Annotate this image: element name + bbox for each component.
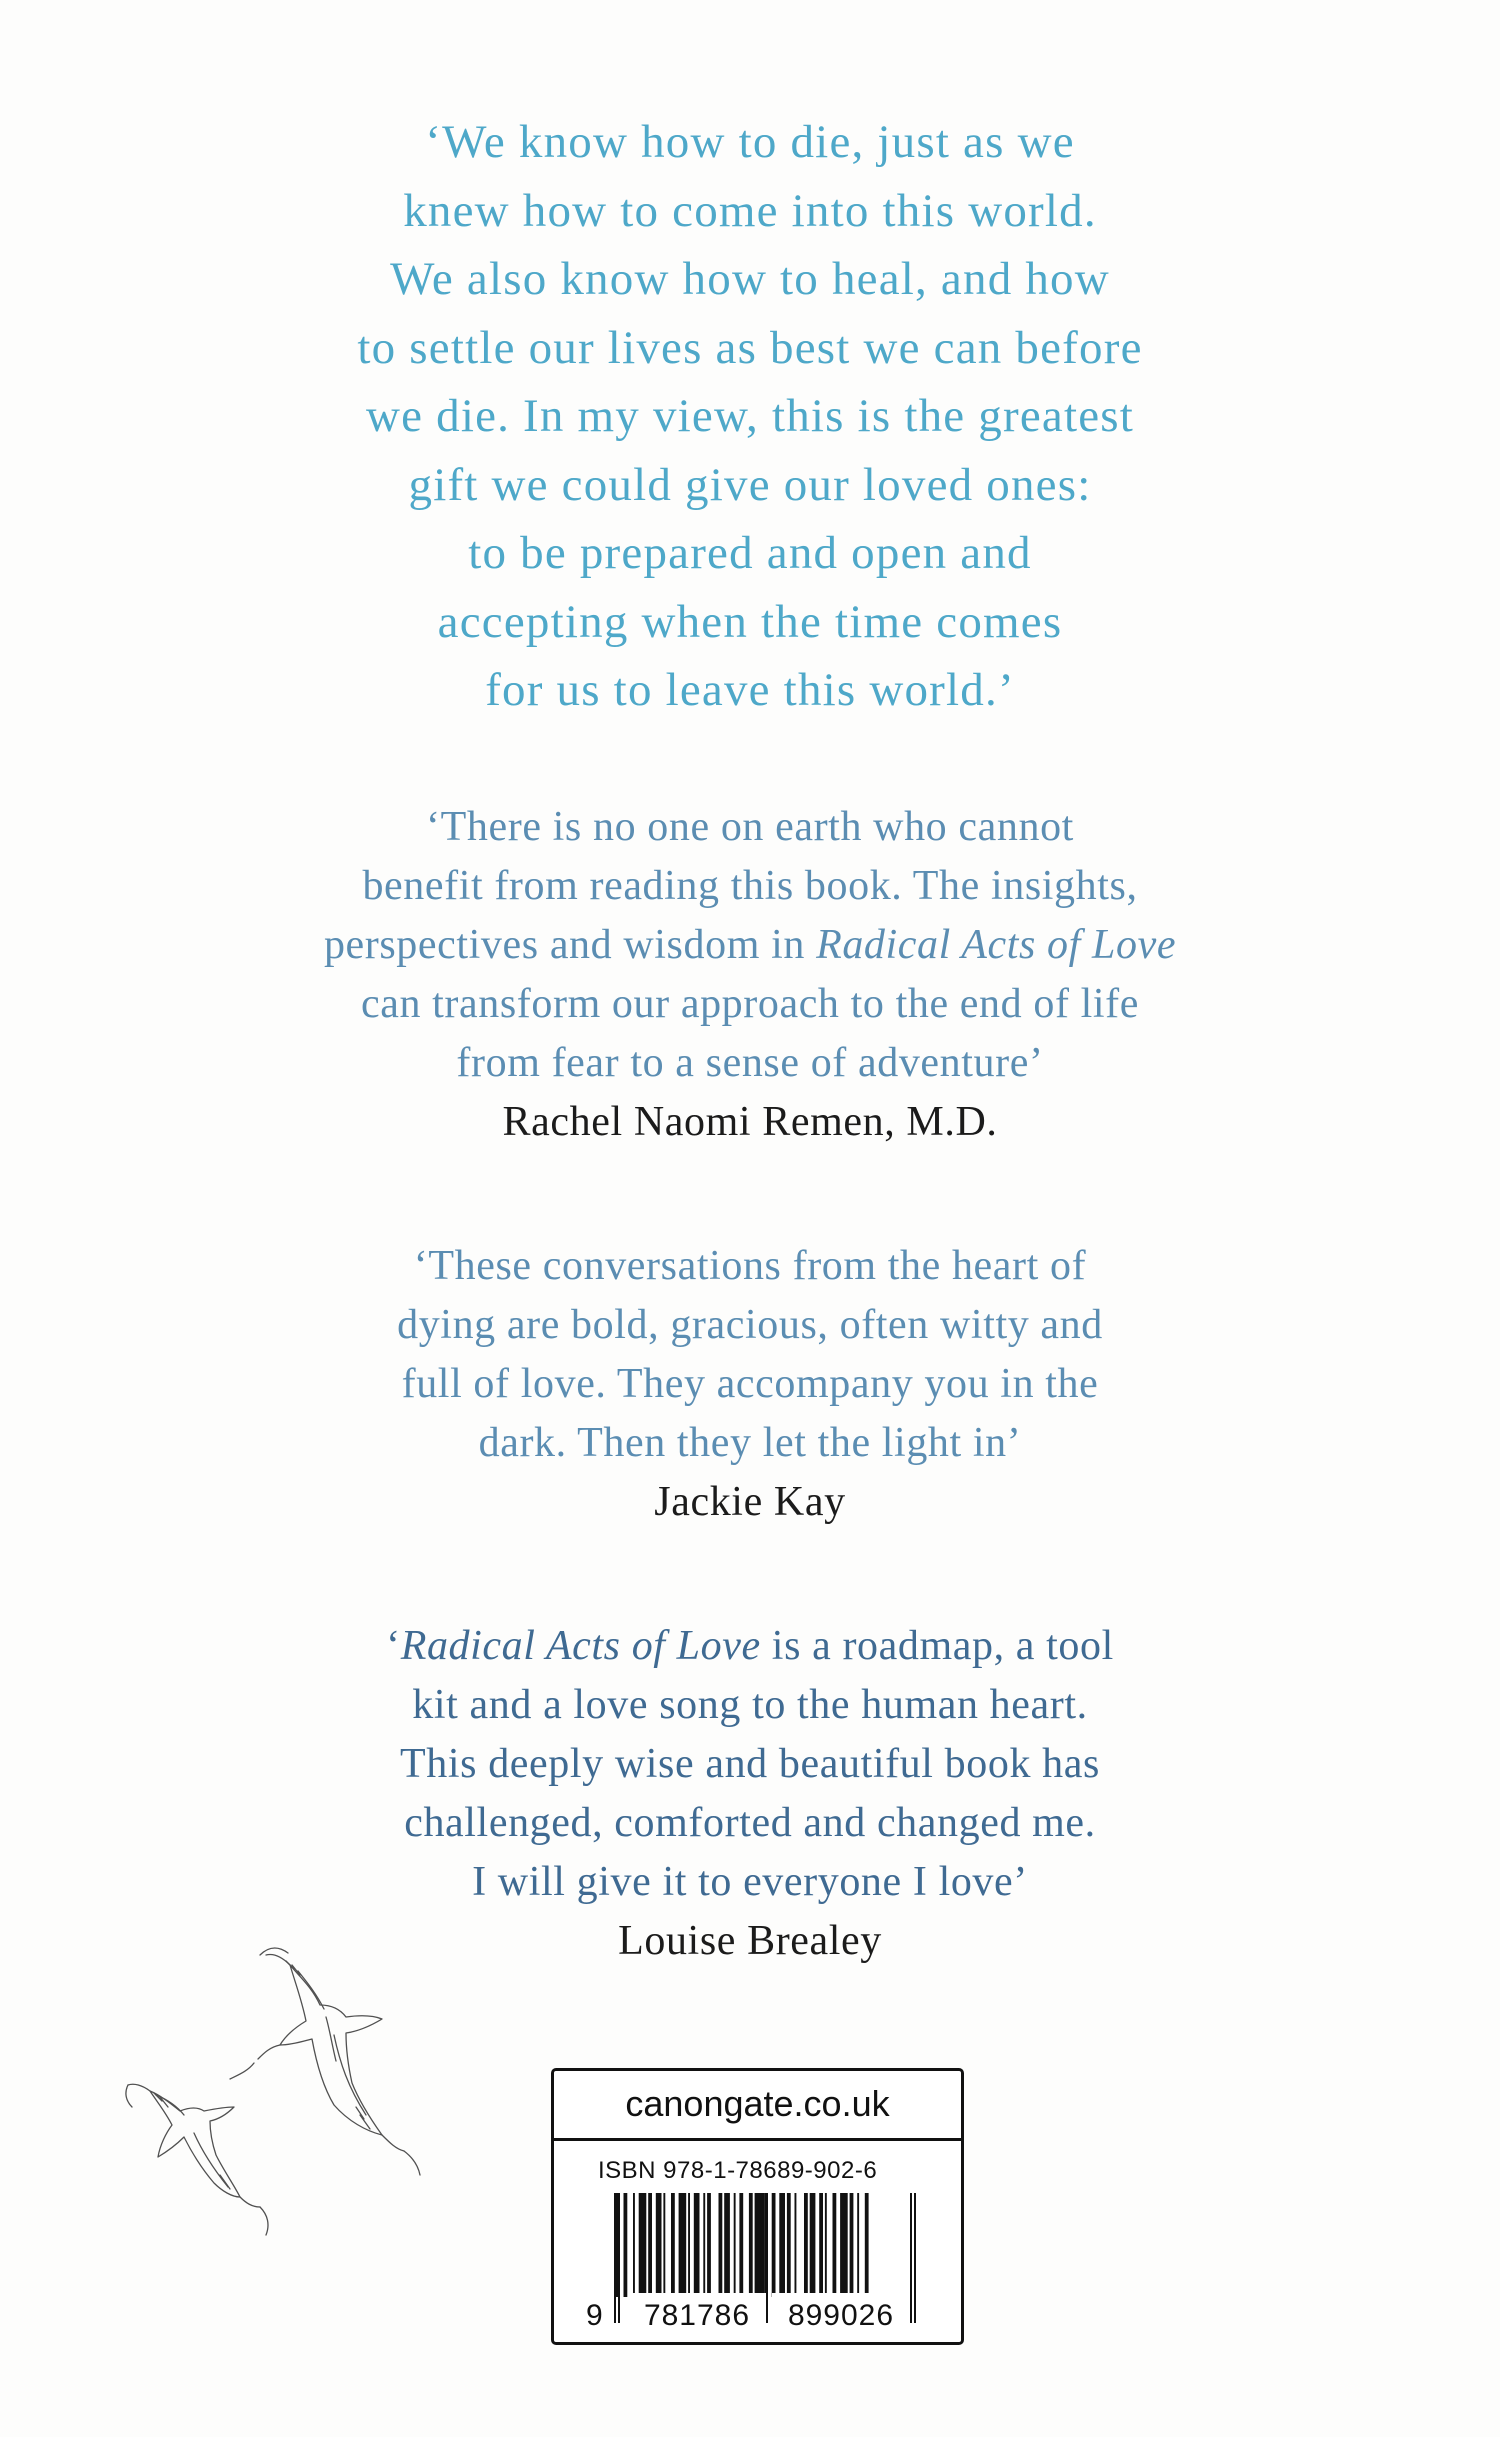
endorsement-line xyxy=(0,916,1500,975)
endorsement-line: dying are bold, gracious, often witty and xyxy=(397,1302,1103,1348)
birds-illustration xyxy=(120,1935,450,2275)
endorsement-author: Louise Brealey xyxy=(618,1918,882,1964)
endorsement-line: full of love. They accompany you in the xyxy=(401,1361,1099,1407)
barcode-panel xyxy=(551,2068,964,2345)
endorsement-line: This deeply wise and beautiful book has xyxy=(400,1741,1100,1787)
publisher-website[interactable]: canongate.co.uk xyxy=(554,2071,961,2141)
main-quote-line: We also know how to heal, and how xyxy=(390,253,1110,305)
endorsement-author: Jackie Kay xyxy=(654,1479,846,1525)
main-quote-line: gift we could give our loved ones: xyxy=(408,458,1092,511)
main-quote xyxy=(0,108,1500,725)
endorsement-line: dark. Then they let the light in’ xyxy=(478,1420,1022,1466)
book-title: Radical Acts of Love xyxy=(816,922,1177,968)
endorsement-line: can transform our approach to the end of life xyxy=(360,981,1140,1027)
endorsement-author: Rachel Naomi Remen, M.D. xyxy=(502,1099,998,1145)
barcode-icon xyxy=(584,2193,944,2331)
barcode-digits-left: 781786 xyxy=(643,2299,751,2331)
main-quote-line: ‘We know how to die, just as we xyxy=(425,116,1075,168)
open-quote: ‘ xyxy=(386,1623,401,1669)
endorsement-line: kit and a love song to the human heart. xyxy=(412,1682,1088,1728)
endorsement-remen xyxy=(0,798,1500,1152)
endorsement-kay xyxy=(0,1237,1500,1532)
endorsement-text: perspectives and wisdom in xyxy=(323,922,805,968)
endorsement-line: challenged, comforted and changed me. xyxy=(404,1800,1096,1846)
endorsement-line xyxy=(0,1617,1500,1676)
endorsement-brealey xyxy=(0,1617,1500,1971)
endorsement-line: ‘These conversations from the heart of xyxy=(413,1243,1087,1289)
barcode-digit-lead: 9 xyxy=(586,2299,603,2331)
endorsement-line: I will give it to everyone I love’ xyxy=(472,1859,1028,1905)
endorsement-line: benefit from reading this book. The insights, xyxy=(362,863,1138,909)
main-quote-line: accepting when the time comes xyxy=(437,595,1063,648)
main-quote-line: we die. In my view, this is the greatest xyxy=(365,390,1135,442)
barcode-digits-right: 899026 xyxy=(787,2299,895,2331)
main-quote-line: to settle our lives as best we can before xyxy=(357,321,1143,374)
endorsement-text: is a roadmap, a tool xyxy=(760,1623,1114,1669)
endorsement-line: from fear to a sense of adventure’ xyxy=(456,1040,1044,1086)
book-title: Radical Acts of Love xyxy=(400,1623,761,1669)
main-quote-line: knew how to come into this world. xyxy=(403,184,1097,237)
isbn-label: ISBN 978-1-78689-902-6 xyxy=(598,2157,878,2184)
main-quote-line: to be prepared and open and xyxy=(468,527,1032,579)
endorsement-line: ‘There is no one on earth who cannot xyxy=(426,804,1074,850)
main-quote-line: for us to leave this world.’ xyxy=(485,664,1015,716)
